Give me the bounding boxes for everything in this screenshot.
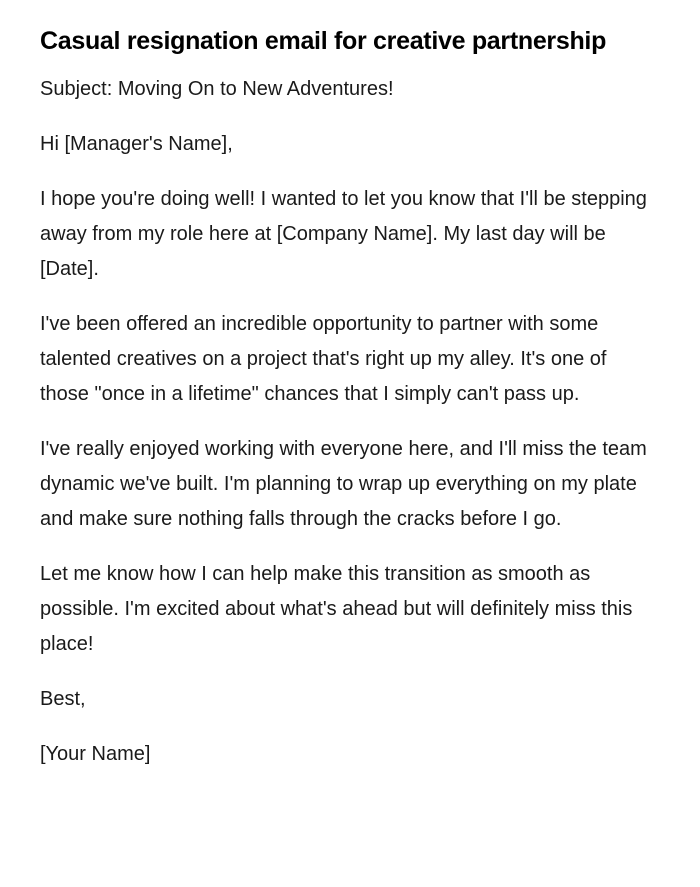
body-paragraph-3: I've really enjoyed working with everyone here, and I'll miss the team dynamic we've built. I'm planning to wrap up everything on my plate and make sure nothing falls through the cracks before I go. [40,438,647,530]
email-closing: Best, [40,688,86,710]
body-paragraph-1: I hope you're doing well! I wanted to let you know that I'll be stepping away from my role here at [Company Name]. My last day will be [Date]. [40,188,647,280]
body-paragraph-2: I've been offered an incredible opportunity to partner with some talented creatives on a project that's right up my alley. It's one of those "once in a lifetime" chances that I simply can't pass up. [40,313,607,405]
document-title: Casual resignation email for creative partnership [40,27,607,55]
email-subject: Subject: Moving On to New Adventures! [40,78,394,100]
email-signature: [Your Name] [40,743,151,765]
email-greeting: Hi [Manager's Name], [40,133,233,155]
body-paragraph-4: Let me know how I can help make this transition as smooth as possible. I'm excited about what's ahead but will definitely miss this place! [40,563,633,655]
